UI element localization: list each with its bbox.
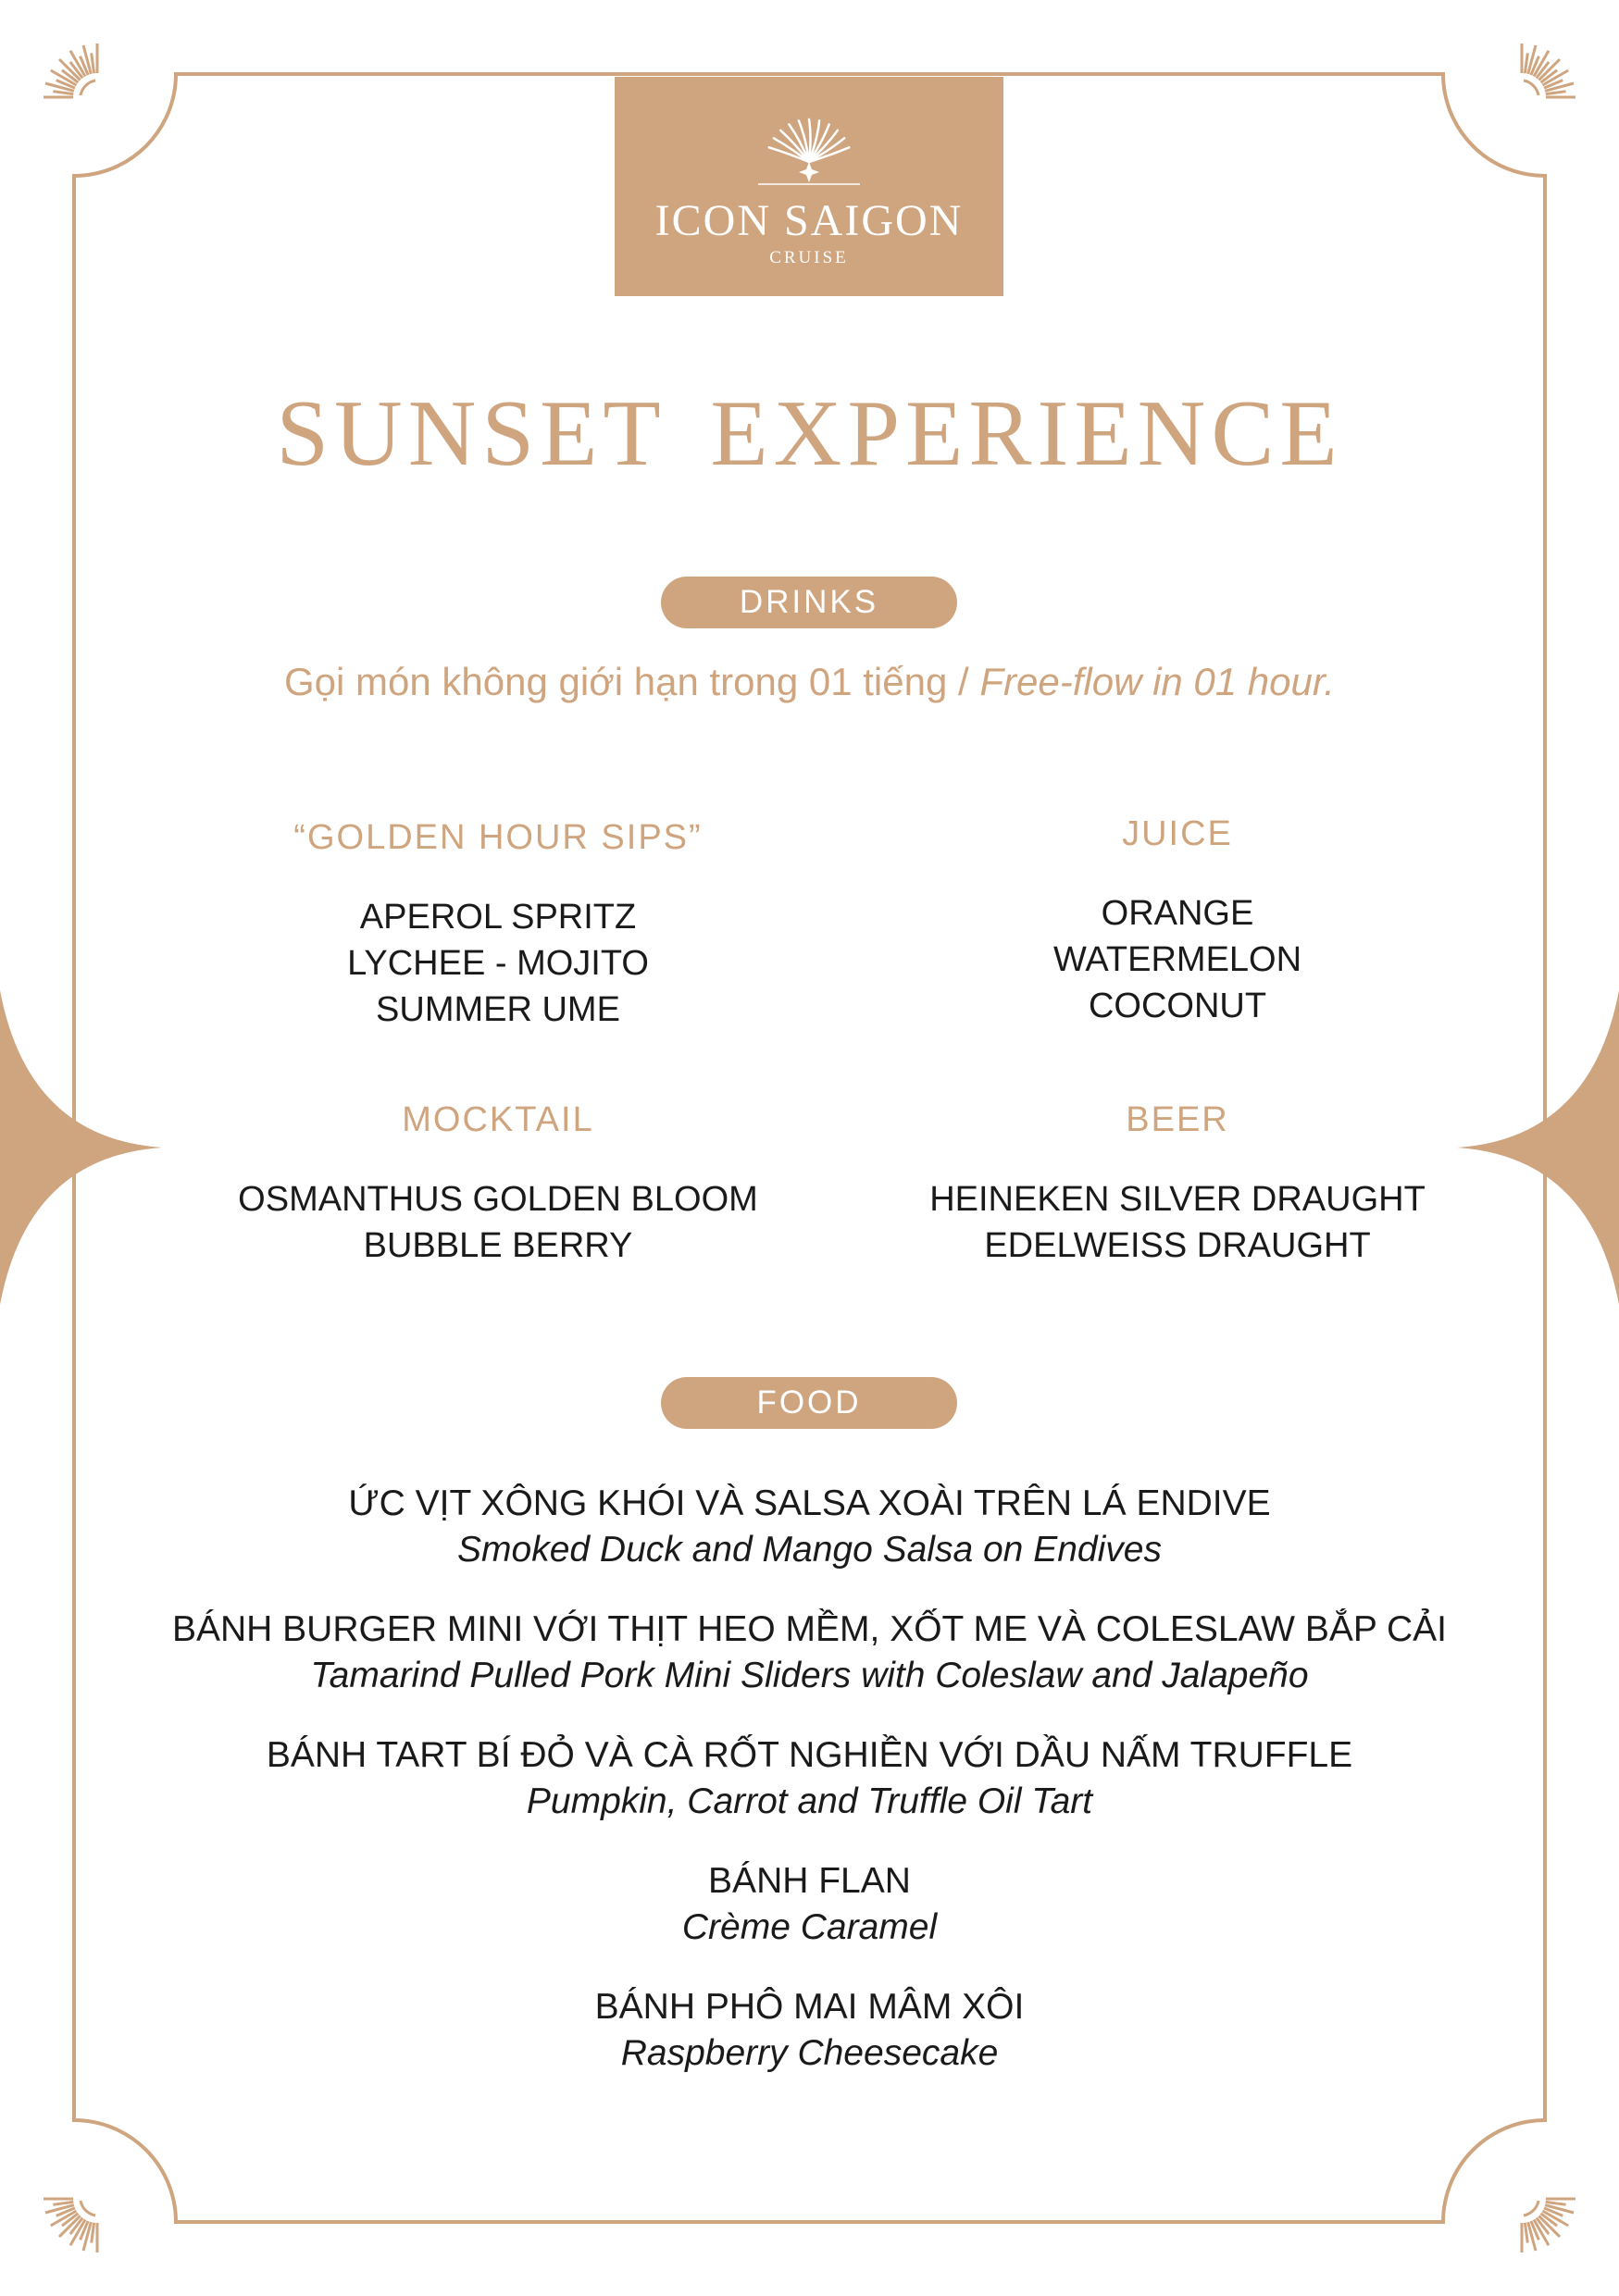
- golden-hour-heading: “GOLDEN HOUR SIPS”: [293, 818, 703, 857]
- dish-name-english: Tamarind Pulled Pork Mini Sliders with Coleslaw and Jalapeño: [310, 1656, 1309, 1695]
- drink-item: BUBBLE BERRY: [363, 1226, 633, 1265]
- list-item: [0, 1481, 1619, 1573]
- drink-item: LYCHEE - MOJITO: [347, 944, 649, 983]
- drink-item: COCONUT: [1088, 987, 1267, 1025]
- list-item: [0, 1607, 1619, 1699]
- beer-section: [835, 1097, 1520, 1269]
- dish-name-english: Crème Caramel: [681, 1907, 938, 1947]
- drink-item: APEROL SPRITZ: [359, 898, 637, 937]
- drink-item: EDELWEISS DRAUGHT: [984, 1226, 1371, 1265]
- corner-sunburst-icon: [1522, 43, 1575, 97]
- drink-item: ORANGE: [1101, 894, 1254, 933]
- mocktail-heading: MOCKTAIL: [402, 1100, 594, 1139]
- list-item: [0, 1732, 1619, 1825]
- list-item: [0, 1984, 1619, 2077]
- dish-name-english: Smoked Duck and Mango Salsa on Endives: [457, 1530, 1162, 1570]
- menu-title: SUNSET EXPERIENCE: [276, 381, 1343, 486]
- tagline-english: Free-flow in 01 hour.: [979, 660, 1335, 703]
- juice-section: [835, 811, 1520, 1029]
- dish-name-vietnamese: BÁNH FLAN: [708, 1861, 911, 1901]
- dish-name-vietnamese: ỨC VỊT XÔNG KHÓI VÀ SALSA XOÀI TRÊN LÁ ENDIVE: [348, 1483, 1271, 1523]
- drink-item: WATERMELON: [1052, 940, 1302, 979]
- food-pill: FOOD: [661, 1377, 957, 1429]
- mocktail-section: [156, 1097, 841, 1269]
- drinks-tagline: [0, 660, 1619, 704]
- dish-name-english: Raspberry Cheesecake: [620, 2033, 999, 2073]
- brand-subtitle: CRUISE: [769, 248, 849, 267]
- brand-name: ICON SAIGON: [654, 196, 964, 245]
- drink-item: OSMANTHUS GOLDEN BLOOM: [238, 1180, 758, 1219]
- left-side-ornament: [0, 990, 162, 1305]
- corner-sunburst-icon: [44, 2199, 97, 2253]
- list-item: [0, 1858, 1619, 1951]
- dish-name-vietnamese: BÁNH PHÔ MAI MÂM XÔI: [594, 1987, 1025, 2027]
- shell-fan-icon: [753, 101, 865, 189]
- drink-item: HEINEKEN SILVER DRAUGHT: [929, 1180, 1426, 1219]
- drinks-pill: DRINKS: [661, 577, 957, 628]
- tagline-vietnamese: Gọi món không giới hạn trong 01 tiếng /: [284, 660, 980, 703]
- golden-hour-section: [156, 814, 841, 1033]
- dish-name-vietnamese: BÁNH BURGER MINI VỚI THỊT HEO MỀM, XỐT ME VÀ COLESLAW BẮP CẢI: [171, 1609, 1448, 1649]
- corner-sunburst-icon: [1522, 2199, 1575, 2253]
- drink-item: SUMMER UME: [376, 990, 620, 1029]
- brand-logo: [615, 77, 1003, 296]
- dish-name-vietnamese: BÁNH TART BÍ ĐỎ VÀ CÀ RỐT NGHIỀN VỚI DẦU NẤM TRUFFLE: [266, 1735, 1353, 1775]
- juice-heading: JUICE: [1122, 814, 1233, 853]
- dish-name-english: Pumpkin, Carrot and Truffle Oil Tart: [526, 1781, 1093, 1821]
- beer-heading: BEER: [1126, 1100, 1229, 1139]
- food-list: [0, 1481, 1619, 2110]
- corner-sunburst-icon: [44, 43, 97, 97]
